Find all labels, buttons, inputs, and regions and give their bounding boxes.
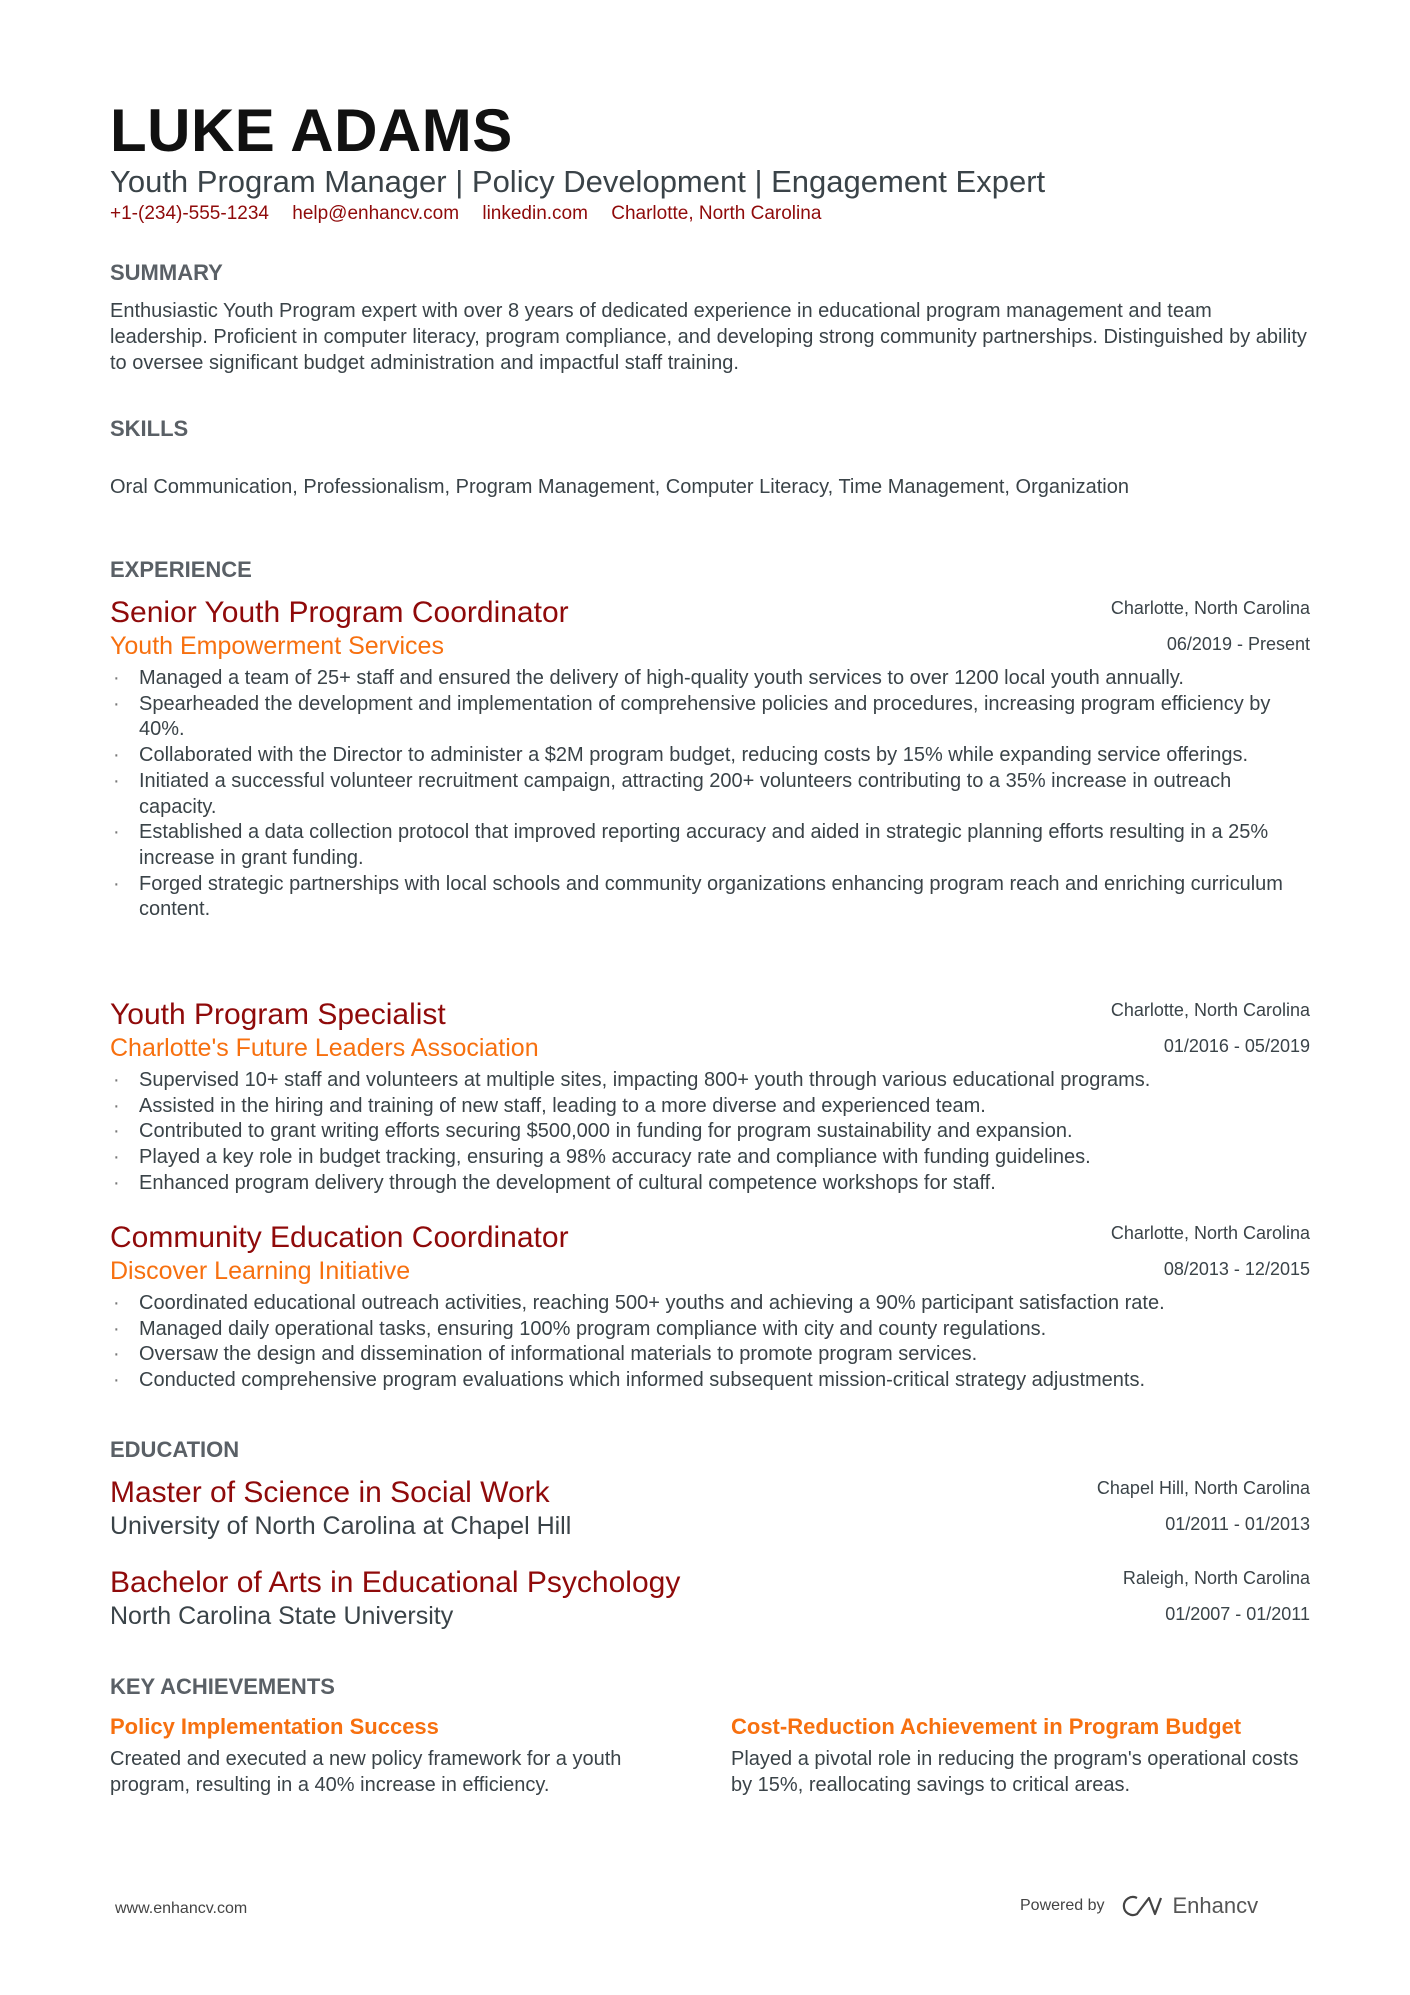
job-location: Charlotte, North Carolina: [1110, 598, 1310, 618]
degree: Master of Science in Social Work: [110, 1476, 550, 1509]
email-link[interactable]: help@enhancv.com: [292, 203, 460, 224]
education-location: Chapel Hill, North Carolina: [1096, 1478, 1310, 1498]
company-name: Youth Empowerment Services: [110, 632, 444, 660]
bullet-item: · Collaborated with the Director to administer a $2M program budget, reducing costs by 15% while expanding service offerings.: [110, 743, 1310, 769]
brand-name: Enhancv: [1172, 1893, 1259, 1918]
achievements-heading: KEY ACHIEVEMENTS: [110, 1674, 335, 1699]
job-dates: 01/2016 - 05/2019: [1163, 1036, 1310, 1056]
summary-heading: SUMMARY: [110, 260, 223, 285]
bullet-list: [110, 666, 1310, 923]
job-location: Charlotte, North Carolina: [1110, 1223, 1310, 1243]
brand-logo: [1119, 1893, 1259, 1919]
education-dates: 01/2011 - 01/2013: [1165, 1514, 1310, 1534]
bullet-item: · Assisted in the hiring and training of new staff, leading to a more diverse and experienced team.: [110, 1094, 1310, 1120]
job-title: Senior Youth Program Coordinator: [110, 596, 569, 629]
achievement-item: [110, 1712, 700, 1798]
bullet-item: · Established a data collection protocol that improved reporting accuracy and aided in strategic planning efforts resulting in a 25% increase in grant funding.: [110, 820, 1310, 871]
bullet-item: · Spearheaded the development and implementation of comprehensive policies and procedures, increasing program efficiency by 40%.: [110, 692, 1310, 743]
bullet-item: · Supervised 10+ staff and volunteers at multiple sites, impacting 800+ youth through various educational programs.: [110, 1068, 1310, 1094]
job-title: Youth Program Specialist: [110, 998, 446, 1031]
achievement-item: [731, 1712, 1321, 1798]
job-location: Charlotte, North Carolina: [1110, 1000, 1310, 1020]
school-name: University of North Carolina at Chapel Hill: [110, 1512, 572, 1540]
bullet-item: · Conducted comprehensive program evaluations which informed subsequent mission-critical strategy adjustments.: [110, 1368, 1310, 1394]
location: Charlotte, North Carolina: [611, 203, 822, 224]
achievement-title: Policy Implementation Success: [110, 1714, 439, 1739]
achievement-title: Cost-Reduction Achievement in Program Budget: [731, 1714, 1242, 1739]
bullet-item: · Managed a team of 25+ staff and ensured the delivery of high-quality youth services to over 1200 local youth annually.: [110, 666, 1310, 692]
skills-text: Oral Communication, Professionalism, Program Management, Computer Literacy, Time Management, Organization: [110, 476, 1129, 498]
contact-info: [110, 203, 839, 225]
education-dates: 01/2007 - 01/2011: [1165, 1604, 1310, 1624]
experience-entry: [110, 1221, 1310, 1394]
achievement-text: Played a pivotal role in reducing the program's operational costs by 15%, reallocating savings to critical areas.: [731, 1748, 1299, 1796]
bullet-item: · Oversaw the design and dissemination of informational materials to promote program services.: [110, 1342, 1310, 1368]
bullet-list: [110, 1291, 1310, 1394]
company-name: Discover Learning Initiative: [110, 1257, 411, 1285]
achievement-text: Created and executed a new policy framework for a youth program, resulting in a 40% increase in efficiency.: [110, 1748, 622, 1796]
bullet-list: [110, 1068, 1310, 1197]
linkedin-link[interactable]: linkedin.com: [482, 203, 588, 224]
job-title: Community Education Coordinator: [110, 1221, 569, 1254]
job-dates: 06/2019 - Present: [1166, 634, 1310, 654]
education-location: Raleigh, North Carolina: [1122, 1568, 1310, 1588]
enhancv-logo-icon: [1119, 1893, 1165, 1919]
bullet-item: · Enhanced program delivery through the development of cultural competence workshops for staff.: [110, 1171, 1310, 1197]
headline: Youth Program Manager | Policy Development | Engagement Expert: [110, 164, 1046, 199]
education-entry: [110, 1476, 1310, 1542]
education-heading: EDUCATION: [110, 1437, 240, 1462]
bullet-item: · Played a key role in budget tracking, ensuring a 98% accuracy rate and compliance with funding guidelines.: [110, 1145, 1310, 1171]
candidate-name: LUKE ADAMS: [110, 97, 513, 164]
company-name: Charlotte's Future Leaders Association: [110, 1034, 539, 1062]
bullet-item: · Initiated a successful volunteer recruitment campaign, attracting 200+ volunteers contributing to a 35% increase in outreach capacity.: [110, 769, 1310, 820]
phone: +1-(234)-555-1234: [110, 203, 269, 224]
powered-by-label: Powered by: [1020, 1897, 1105, 1914]
bullet-item: · Managed daily operational tasks, ensuring 100% program compliance with city and county regulations.: [110, 1317, 1310, 1343]
footer-branding: [1020, 1893, 1258, 1919]
bullet-item: · Contributed to grant writing efforts securing $500,000 in funding for program sustainability and expansion.: [110, 1119, 1310, 1145]
school-name: North Carolina State University: [110, 1602, 454, 1630]
bullet-item: · Forged strategic partnerships with local schools and community organizations enhancing program reach and enriching curriculum content.: [110, 872, 1310, 923]
experience-entry: [110, 596, 1310, 923]
experience-heading: EXPERIENCE: [110, 557, 252, 582]
footer-website[interactable]: www.enhancv.com: [115, 1900, 248, 1917]
job-dates: 08/2013 - 12/2015: [1163, 1259, 1310, 1279]
degree: Bachelor of Arts in Educational Psychology: [110, 1566, 681, 1599]
experience-entry: [110, 998, 1310, 1197]
skills-heading: SKILLS: [110, 416, 189, 441]
education-entry: [110, 1566, 1310, 1632]
summary-text: Enthusiastic Youth Program expert with over 8 years of dedicated experience in educational program management and team leadership. Proficient in computer literacy, program compliance, and developing strong community partnerships. Distinguished by ability to oversee significant budget administration and impactful staff training.: [110, 300, 1307, 374]
bullet-item: · Coordinated educational outreach activities, reaching 500+ youths and achieving a 90% participant satisfaction rate.: [110, 1291, 1310, 1317]
